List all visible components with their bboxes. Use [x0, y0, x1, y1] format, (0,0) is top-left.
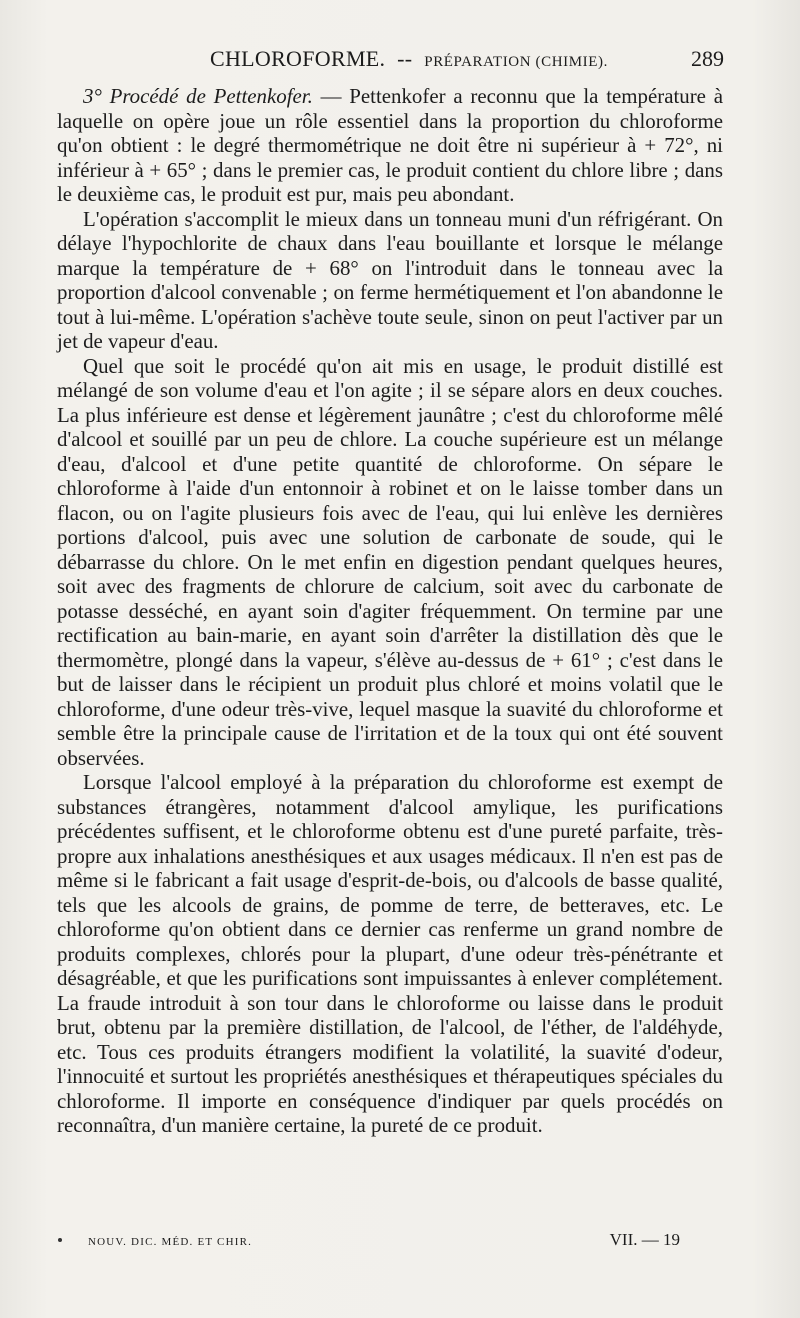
- paragraph-4: Lorsque l'alcool employé à la préparation du chloroforme est exempt de substances étrangères, notamment d'alcool amylique, les purifications précédentes suffisent, et le chloroforme obtenu est d'une pureté parfaite, très-propre aux inhalations anesthésiques et aux usages médicaux. Il n'en est pas de même si le fabricant a fait usage d'esprit-de-bois, ou d'alcools de basse qualité, tels que les alcools de grains, de pomme de terre, de betteraves, etc. Le chloroforme qu'on obtient dans ce dernier cas renferme un grand nombre de produits complexes, chlorés pour la plupart, d'une odeur très-pénétrante et désagréable, et que les purifications sont impuissantes à enlever complétement. La fraude introduit à son tour dans le chloroforme ou laisse dans le produit brut, obtenu par la première distillation, de l'alcool, de l'éther, de l'aldéhyde, etc. Tous ces produits étrangers modifient la volatilité, la suavité d'odeur, l'innocuité et surtout les propriétés anesthésiques et thérapeutiques spéciales du chloroforme. Il importe en conséquence d'indiquer par quels procédés on reconnaîtra, d'un manière certaine, la pureté de ce produit.: [57, 770, 723, 1137]
- page-number: 289: [691, 46, 724, 71]
- running-title: [210, 46, 608, 72]
- title-main: CHLOROFORME.: [210, 46, 386, 71]
- paragraph-2: L'opération s'accomplit le mieux dans un tonneau muni d'un réfrigérant. On délaye l'hypochlorite de chaux dans l'eau bouillante et lorsque le mélange marque la température de + 68° on l'introduit dans le tonneau avec la proportion d'alcool convenable ; on ferme hermétiquement et l'on abandonne le tout à lui-même. L'opération s'achève toute seule, sinon on peut l'activer par un jet de vapeur d'eau.: [57, 206, 723, 353]
- running-header: [60, 44, 724, 76]
- paragraph-1-text: — Pettenkofer a reconnu que la température à laquelle on opère joue un rôle essentiel dans la proportion du chloroforme qu'on obtient : le degré thermométrique ne doit être ni supérieur à + 72°, ni inférieur à + 65° ; dans le premier cas, le produit contient du chlore libre ; dans le deuxième cas, le produit est pur, mais peu abondant.: [57, 84, 723, 206]
- signature-line: NOUV. DIC. MÉD. ET CHIR.: [88, 1236, 253, 1248]
- paragraph-3: Quel que soit le procédé qu'on ait mis en usage, le produit distillé est mélangé de son volume d'eau et l'on agite ; il se sépare alors en deux couches. La plus inférieure est dense et légèrement jaunâtre ; c'est du chloroforme mêlé d'alcool et souillé par un peu de chlore. La couche supérieure est un mélange d'eau, d'alcool et d'une petite quantité de chloroforme. On sépare le chloroforme à l'aide d'un entonnoir à robinet et on le laisse tomber dans un flacon, ou on l'agite plusieurs fois avec de l'eau, qui lui enlève les dernières portions d'alcool, puis avec une solution de carbonate de soude, qui le débarrasse du chlore. On le met enfin en digestion pendant quelques heures, soit avec des fragments de chlorure de calcium, soit avec du carbonate de potasse desséché, en ayant soin d'agiter fréquemment. On termine par une rectification au bain-marie, en ayant soin d'arrêter la distillation dès que le thermomètre, plongé dans la vapeur, s'élève au-dessus de + 61° ; c'est dans le but de laisser dans le récipient un produit plus chloré et moins volatil que le chloroforme, d'une odeur très-vive, lequel masque la suavité du chloroforme et semble être la principale cause de l'irritation et de la toux qui ont été souvent observées.: [57, 353, 723, 770]
- title-dash: --: [397, 46, 413, 71]
- paragraph-1: [57, 84, 723, 207]
- volume-mark: VII. — 19: [609, 1230, 680, 1249]
- title-sub: PRÉPARATION (CHIMIE).: [424, 54, 608, 70]
- body-text: [57, 84, 723, 1138]
- section-heading: 3° Procédé de Pettenkofer.: [83, 84, 313, 108]
- page-footer: [60, 1230, 680, 1254]
